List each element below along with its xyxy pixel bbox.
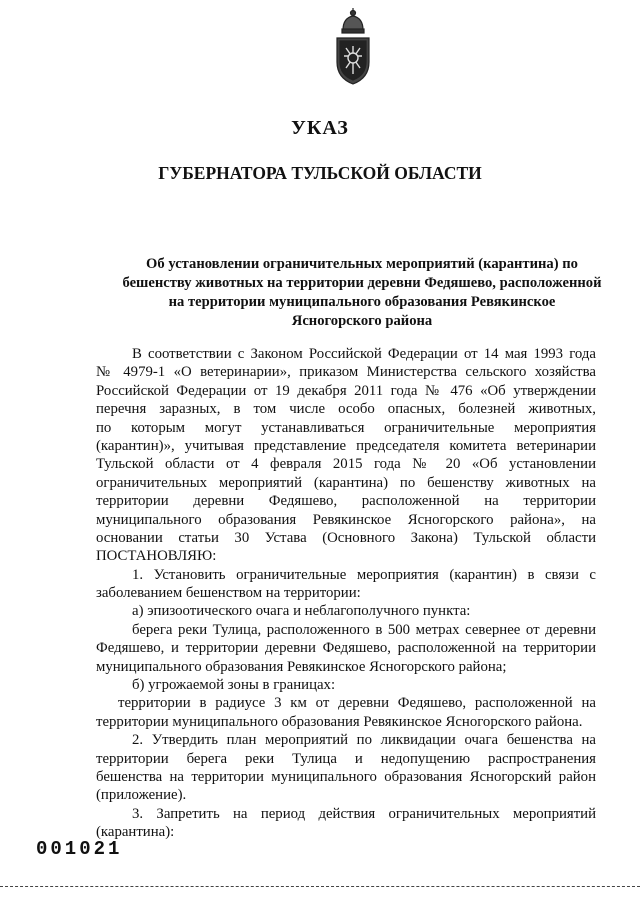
decree-body	[96, 345, 596, 842]
paragraph-line: 3. Запретить на период действия ограничительных мероприятий	[132, 805, 596, 822]
paragraph-line: (карантин)», учитывая представление председателя комитета ветеринарии	[96, 437, 596, 454]
paragraph-line: Российской Федерации от 19 декабря 2011 года № 476 «Об утверждении	[96, 382, 596, 399]
paragraph-line: берега реки Тулица, расположенного в 500 метрах севернее от деревни	[132, 621, 596, 638]
paragraph-line: территории деревни Федяшево, расположенной на территории	[96, 493, 596, 510]
heading-line: Об установлении ограничительных мероприятий (карантина) по	[146, 256, 578, 272]
heading-line: на территории муниципального образования Ревякинское	[168, 294, 556, 310]
paragraph	[96, 731, 596, 805]
document-title: УКАЗ	[291, 117, 349, 139]
document-number: 001021	[36, 838, 123, 860]
paragraph-line: Федяшево, и территории деревни Федяшево, расположенной на территории	[96, 640, 596, 657]
paragraph	[96, 566, 596, 603]
paragraph-line: перечня заразных, в том числе особо опасных, болезней животных,	[96, 401, 596, 418]
paragraph-line: а) эпизоотического очага и неблагополучного пункта:	[132, 603, 471, 620]
paragraph-line: № 4979-1 «О ветеринарии», приказом Министерства сельского хозяйства	[96, 364, 596, 381]
paragraph-line: Тульской области от 4 февраля 2015 года № 20 «Об установлении	[96, 456, 596, 473]
paragraph-line: бешенства на территории муниципального образования Ясногорский район	[96, 768, 596, 785]
paragraph	[96, 345, 596, 566]
paragraph	[96, 676, 596, 694]
paragraph-line: территории муниципального образования Ревякинское Ясногорского района.	[96, 713, 583, 730]
paragraph	[96, 621, 596, 676]
paragraph-line: территории в радиусе 3 км от деревни Федяшево, расположенной на	[118, 695, 596, 712]
document-subtitle: ГУБЕРНАТОРА ТУЛЬСКОЙ ОБЛАСТИ	[158, 163, 482, 183]
paragraph-line: основании статьи 30 Устава (Основного Закона) Тульской области	[96, 529, 596, 546]
paragraph	[96, 694, 596, 731]
paragraph-line: ограничительных мероприятий (карантина) по бешенству животных на	[96, 474, 596, 491]
paragraph-line: В соответствии с Законом Российской Федерации от 14 мая 1993 года	[132, 346, 596, 362]
paragraph	[96, 602, 596, 620]
paragraph-line: 1. Установить ограничительные мероприятия (карантин) в связи с	[132, 566, 596, 583]
paragraph-line: 2. Утвердить план мероприятий по ликвидации очага бешенства на	[132, 732, 596, 749]
paragraph	[96, 805, 596, 842]
decree-heading	[112, 255, 612, 331]
paragraph-line: ПОСТАНОВЛЯЮ:	[96, 548, 217, 565]
paragraph-line: б) угрожаемой зоны в границах:	[132, 677, 336, 694]
paragraph-line: муниципального образования Ревякинское Ясногорского района», на	[96, 511, 596, 528]
paragraph-line: по которым могут устанавливаться ограничительные мероприятия	[96, 419, 596, 436]
page-edge-line	[0, 886, 640, 887]
coat-of-arms-icon	[327, 8, 379, 88]
heading-line: Ясногорского района	[291, 313, 433, 329]
paragraph-line: муниципального образования Ревякинское Ясногорского района;	[96, 658, 507, 675]
paragraph-line: (карантина):	[96, 824, 175, 841]
paragraph-line: территории берега реки Тулица и недопущению распространения	[96, 750, 596, 767]
paragraph-line: (приложение).	[96, 787, 187, 804]
heading-line: бешенству животных на территории деревни Федяшево, расположенной	[122, 275, 602, 291]
paragraph-line: заболеванием бешенством на территории:	[96, 585, 361, 602]
